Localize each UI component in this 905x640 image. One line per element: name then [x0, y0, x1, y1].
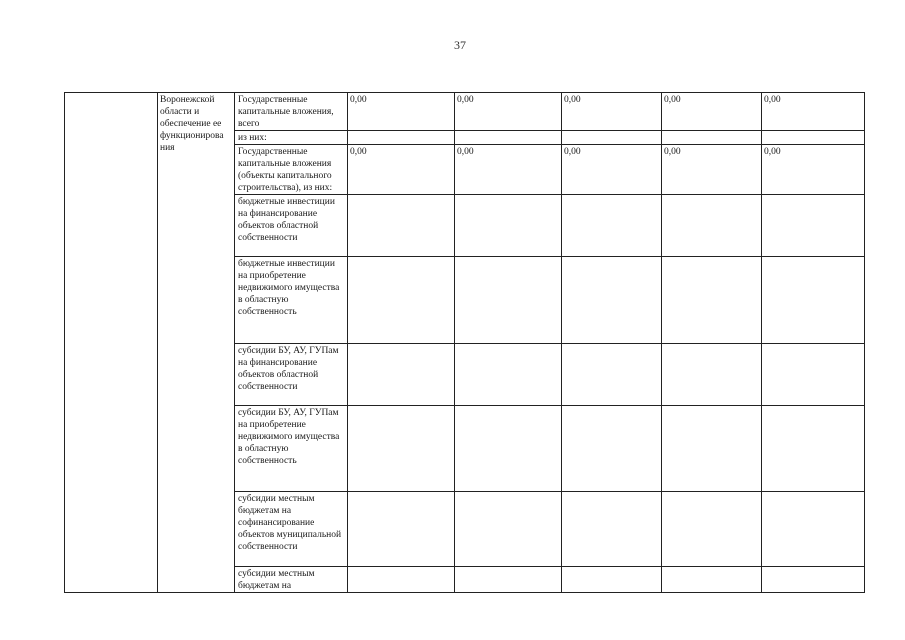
value-cell [662, 567, 762, 593]
row-label: из них: [235, 131, 348, 145]
value-cell [455, 131, 562, 145]
value-cell: 0,00 [348, 93, 455, 131]
row-label: бюджетные инвестиции на финансирование объектов областной собственности [235, 195, 348, 257]
value-cell [662, 406, 762, 492]
value-cell [562, 195, 662, 257]
budget-table-body [65, 93, 865, 593]
table-row [65, 93, 865, 131]
value-cell: 0,00 [455, 145, 562, 195]
row-label: бюджетные инвестиции на приобретение недвижимого имущества в областную собственность [235, 257, 348, 344]
value-cell [455, 567, 562, 593]
budget-table [64, 92, 865, 593]
value-cell: 0,00 [662, 93, 762, 131]
row-label: субсидии местным бюджетам на [235, 567, 348, 593]
value-cell: 0,00 [662, 145, 762, 195]
row-label: субсидии местным бюджетам на софинансирование объектов муниципальной собственности [235, 492, 348, 567]
value-cell [455, 257, 562, 344]
value-cell [662, 257, 762, 344]
value-cell [762, 131, 865, 145]
value-cell [455, 195, 562, 257]
value-cell: 0,00 [348, 145, 455, 195]
value-cell [562, 131, 662, 145]
value-cell [762, 195, 865, 257]
value-cell [762, 257, 865, 344]
value-cell [455, 406, 562, 492]
org-name-cell: Воронежской области и обеспечение ее функционирова ния [158, 93, 235, 593]
value-cell [762, 406, 865, 492]
page-number: 37 [454, 38, 466, 52]
row-label: Государственные капитальные вложения, всего [235, 93, 348, 131]
value-cell [762, 344, 865, 406]
value-cell [562, 257, 662, 344]
value-cell [662, 131, 762, 145]
value-cell [455, 344, 562, 406]
value-cell [562, 567, 662, 593]
value-cell: 0,00 [562, 93, 662, 131]
value-cell [348, 567, 455, 593]
row-label: субсидии БУ, АУ, ГУПам на приобретение недвижимого имущества в областную собственность [235, 406, 348, 492]
value-cell [662, 195, 762, 257]
value-cell [662, 492, 762, 567]
value-cell [348, 492, 455, 567]
value-cell: 0,00 [562, 145, 662, 195]
value-cell [348, 344, 455, 406]
value-cell [762, 567, 865, 593]
row-label: субсидии БУ, АУ, ГУПам на финансирование объектов областной собственности [235, 344, 348, 406]
empty-cell [65, 93, 158, 593]
value-cell: 0,00 [455, 93, 562, 131]
value-cell: 0,00 [762, 145, 865, 195]
value-cell [562, 344, 662, 406]
value-cell [348, 131, 455, 145]
value-cell [348, 195, 455, 257]
value-cell [455, 492, 562, 567]
value-cell [662, 344, 762, 406]
value-cell [562, 492, 662, 567]
value-cell: 0,00 [762, 93, 865, 131]
value-cell [562, 406, 662, 492]
value-cell [762, 492, 865, 567]
value-cell [348, 257, 455, 344]
value-cell [348, 406, 455, 492]
row-label: Государственные капитальные вложения (объекты капитального строительства), из них: [235, 145, 348, 195]
